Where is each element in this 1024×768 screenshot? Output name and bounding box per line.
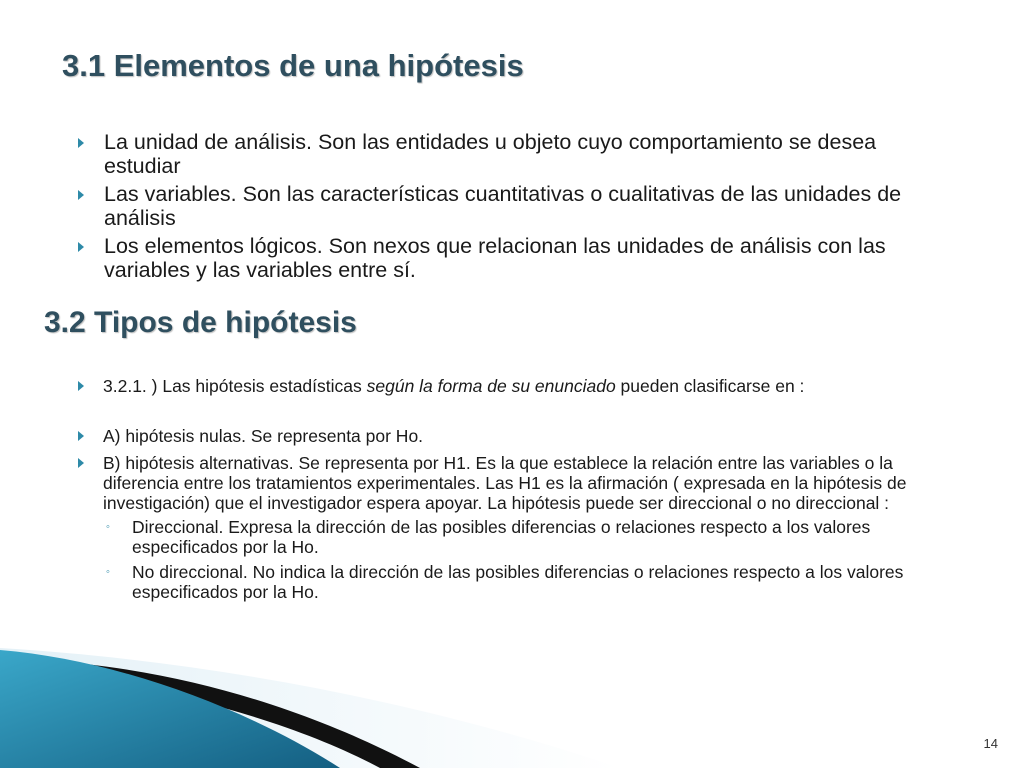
list-item xyxy=(78,130,958,178)
intro-text-after: pueden clasificarse en : xyxy=(615,376,805,396)
list-item xyxy=(78,453,968,602)
ring-bullet-icon: ◦ xyxy=(106,521,110,533)
bullet-text: A) hipótesis nulas. Se representa por Ho. xyxy=(103,426,424,446)
bullet-arrow-icon xyxy=(78,458,84,468)
sub-bullet-text: Direccional. Expresa la dirección de las posibles diferencias o relaciones respecto a los valores especificados por la Ho. xyxy=(132,517,871,557)
bullet-arrow-icon xyxy=(78,431,84,441)
list-item xyxy=(78,426,968,446)
intro-text-before: 3.2.1. ) Las hipótesis estadísticas xyxy=(103,376,367,396)
elementos-list xyxy=(78,130,958,286)
sub-bullet-text: No direccional. No indica la dirección de las posibles diferencias o relaciones respecto a los valores especificados por la Ho. xyxy=(132,562,904,602)
bullet-text: Los elementos lógicos. Son nexos que relacionan las unidades de análisis con las variables y las variables entre sí. xyxy=(104,234,886,282)
sub-list-item xyxy=(103,562,968,602)
list-item xyxy=(78,182,958,230)
sub-list xyxy=(103,517,968,602)
intro-text-italic: según la forma de su enunciado xyxy=(366,376,616,396)
bullet-arrow-icon xyxy=(78,190,84,200)
section-title-tipos: 3.2 Tipos de hipótesis xyxy=(44,306,357,339)
bullet-arrow-icon xyxy=(78,381,84,391)
sub-list-item xyxy=(103,517,968,557)
bullet-arrow-icon xyxy=(78,138,84,148)
bullet-text: Las variables. Son las características cuantitativas o cualitativas de las unidades de análisis xyxy=(104,182,902,230)
bullet-text: B) hipótesis alternativas. Se representa por H1. Es la que establece la relación entre las variables o la diferencia entre los tratamientos experimentales. Las H1 es la afirmación ( expresada en la hipótesis de investigación) que el investigador espera apoyar. La hipótesis puede ser direccional o no direccional : xyxy=(103,453,907,513)
bullet-text: La unidad de análisis. Son las entidades u objeto cuyo comportamiento se desea estudiar xyxy=(104,130,877,178)
list-item xyxy=(78,376,968,396)
tipos-list xyxy=(78,376,968,607)
page-number: 14 xyxy=(983,736,998,751)
list-item xyxy=(78,234,958,282)
section-title-elementos: 3.1 Elementos de una hipótesis xyxy=(62,48,524,83)
bullet-arrow-icon xyxy=(78,242,84,252)
ring-bullet-icon: ◦ xyxy=(106,566,110,578)
